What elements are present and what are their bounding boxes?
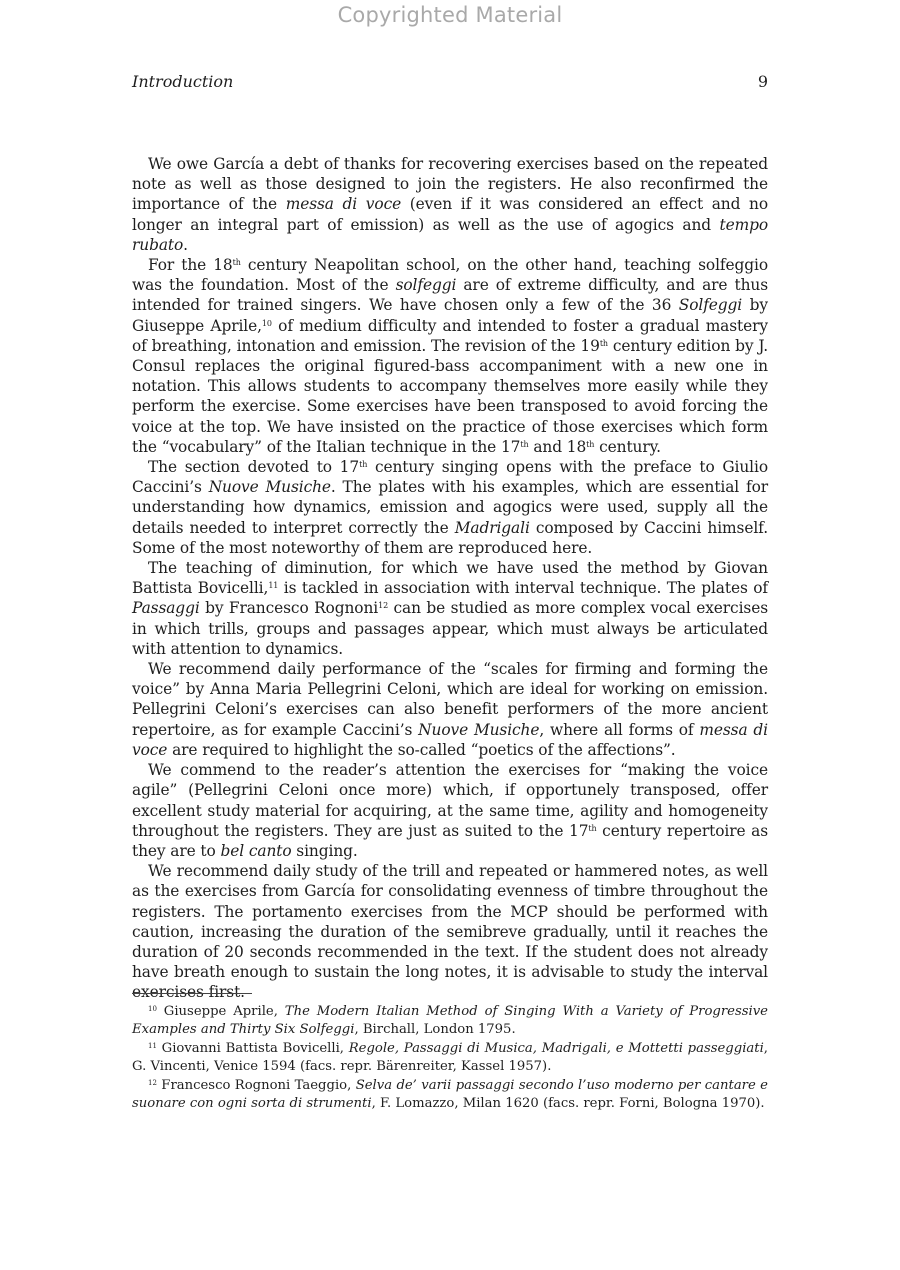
copyright-watermark: Copyrighted Material [337,3,563,27]
superscript: th [520,439,529,449]
italic-run: solfeggi [395,276,457,295]
footnotes [132,1003,768,1113]
page-number: 9 [757,72,768,91]
footnote [132,1077,768,1114]
text-run: The section devoted to 17 [148,458,360,477]
footnote-divider [132,993,252,994]
superscript: 10 [148,1005,157,1013]
italic-run: Nuove Musiche [208,478,331,497]
paragraph [132,255,768,457]
text-run: , G. Vincenti, Venice 1594 (facs. repr. Bärenreiter, Kassel 1957). [132,1040,768,1075]
text-run: of medium difficulty and intended to foster a gradual mastery of breathing, intonation and emission. The revision of the 19 [132,316,769,355]
italic-run: The Modern Italian Method of Singing With a Variety of Progressive Examples and Thirty Six Solfeggi [132,1004,768,1038]
italic-run: Solfeggi [678,296,743,315]
paragraph [132,659,768,760]
text-run: by Giuseppe Aprile, [132,296,768,335]
text-run: century repertoire as they are to [132,821,768,860]
text-run: We commend to the reader’s attention the exercises for “making the voice agile” (Pellegrini Celoni once more) which, if opportunely transposed, offer excellent study material for acquiring, at the same time, agility and homogeneity throughout the registers. They are just as suited to the 17 [132,761,768,840]
text-run: We recommend daily study of the trill and repeated or hammered notes, as well as the exercises from García for consolidating evenness of timbre throughout the registers. The portamento exercises from the MCP should be performed with caution, increasing the duration of the semibreve gradually, until it reaches the duration of 20 seconds recommended in the text. If the student does not already have breath enough to sustain the long notes, it is advisable to study the interval exercises first. [132,862,768,1002]
paragraph [132,861,768,1002]
text-run: . The plates with his examples, which are essential for understanding how dynamics, emission and agogics were used, supply all the details needed to interpret correctly the [132,478,768,537]
text-run: singing. [291,841,358,860]
text-run: , where all forms of [539,720,700,739]
footnote [132,1040,768,1077]
superscript: 11 [268,581,279,591]
italic-run: Regole, Passaggi di Musica, Madrigali, e Mottetti passeggiati [348,1040,764,1056]
text-run: Francesco Rognoni Taeggio, [156,1077,356,1093]
superscript: 10 [261,318,272,328]
italic-run: tempo rubato [132,215,768,254]
text-run: Giovanni Battista Bovicelli, [156,1040,349,1056]
paragraph [132,457,768,558]
section-title: Introduction [132,72,234,91]
text-run: by Francesco Rognoni [199,599,379,618]
body-text [132,154,768,1003]
superscript: th [232,258,241,268]
italic-run: messa di voce [132,720,768,759]
text-run: century singing opens with the preface to Giulio Caccini’s [132,458,768,497]
italic-run: messa di voce [285,195,402,214]
text-run: For the 18 [148,256,233,275]
italic-run: Madrigali [454,518,530,537]
footnote [132,1003,768,1040]
text-run: Giuseppe Aprile, [156,1004,285,1019]
text-run: composed by Caccini himself. Some of the most noteworthy of them are reproduced here. [132,518,768,557]
italic-run: Nuove Musiche [418,720,540,739]
text-run: century Neapolitan school, on the other hand, teaching solfeggio was the foundation. Most of the [132,256,768,295]
italic-run: Selva de’ varii passaggi secondo l’uso moderno per cantare e suonare con ogni sorta di strumenti [132,1077,768,1112]
text-run: century edition by J. Consul replaces the original figured-bass accompaniment with a new one in notation. This allows students to accompany themselves more easily while they perform the exercise. Some exercises have been transposed to avoid forcing the voice at the top. We have insisted on the practice of those exercises which form the “vocabulary” of the Italian technique in the 17 [132,336,768,456]
text-run: and 18 [528,437,587,456]
text-run: , F. Lomazzo, Milan 1620 (facs. repr. Forni, Bologna 1970). [371,1096,765,1112]
running-head [132,72,768,91]
text-run: We owe García a debt of thanks for recovering exercises based on the repeated note as well as those designed to join the registers. He also reconfirmed the importance of the [132,155,768,214]
text-run: are of extreme difficulty, and are thus intended for trained singers. We have chosen only a few of the 36 [132,276,768,315]
superscript: 12 [378,601,389,611]
text-run: We recommend daily performance of the “scales for firming and forming the voice” by Anna Maria Pellegrini Celoni, which are ideal for working on emission. Pellegrini Celoni’s exercises can also benefit performers of the more ancient repertoire, as for example Caccini’s [132,660,768,739]
paragraph [132,760,768,861]
text-run: century. [594,437,661,456]
text-run: is tackled in association with interval technique. The plates of [278,579,769,598]
superscript: 12 [148,1078,157,1087]
text-run: The teaching of diminution, for which we have used the method by Giovan Battista Bovicelli, [132,559,768,598]
superscript: th [599,338,608,348]
superscript: th [588,823,597,833]
text-run: are required to highlight the so-called “poetics of the affections”. [167,740,676,759]
italic-run: bel canto [220,841,292,860]
text-run: . [183,235,188,254]
text-run: (even if it was considered an effect and no longer an integral part of emission) as well as the use of agogics and [132,195,768,234]
superscript: th [586,439,595,449]
text-run: , Birchall, London 1795. [354,1022,516,1038]
paragraph [132,154,768,255]
paragraph [132,558,768,659]
superscript: th [359,460,368,470]
text-run: can be studied as more complex vocal exercises in which trills, groups and passages appear, which must always be articulated with attention to dynamics. [132,599,768,658]
superscript: 11 [148,1041,157,1050]
italic-run: Passaggi [132,599,200,618]
